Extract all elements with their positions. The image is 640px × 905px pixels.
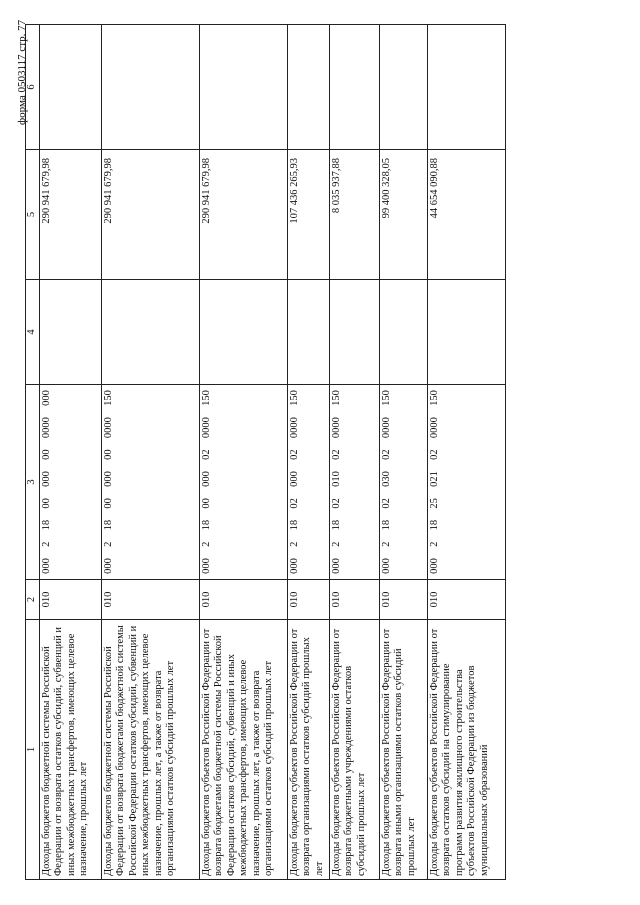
income-code: 000 2 18 00 000 00 0000 000 xyxy=(39,385,101,580)
column-header-4: 4 xyxy=(26,280,40,385)
amount: 290 941 679,98 xyxy=(39,150,101,280)
line-code: 010 xyxy=(101,580,199,620)
column-6-cell xyxy=(427,25,505,150)
column-4-cell xyxy=(287,280,329,385)
line-code: 010 xyxy=(379,580,427,620)
column-header-3: 3 xyxy=(26,385,40,580)
row-name: Доходы бюджетов субъектов Российской Федерации от возврата организациями остатков субсидий прошлых лет xyxy=(287,620,329,880)
amount: 290 941 679,98 xyxy=(199,150,287,280)
column-6-cell xyxy=(39,25,101,150)
line-code: 010 xyxy=(427,580,505,620)
income-code: 000 2 18 25 021 02 0000 150 xyxy=(427,385,505,580)
column-header-1: 1 xyxy=(26,620,40,880)
column-header-5: 5 xyxy=(26,150,40,280)
table-row xyxy=(39,25,101,880)
column-4-cell xyxy=(199,280,287,385)
income-code: 000 2 18 00 000 02 0000 150 xyxy=(199,385,287,580)
amount: 107 436 265,93 xyxy=(287,150,329,280)
line-code: 010 xyxy=(329,580,379,620)
income-code: 000 2 18 00 000 00 0000 150 xyxy=(101,385,199,580)
amount: 99 400 328,05 xyxy=(379,150,427,280)
header-row xyxy=(26,25,40,880)
row-name: Доходы бюджетов бюджетной системы Российской Федерации от возврата остатков субсидий, субвенций и иных межбюджетных трансфертов, имеющих целевое назначение, прошлых лет xyxy=(39,620,101,880)
line-code: 010 xyxy=(39,580,101,620)
amount: 290 941 679,98 xyxy=(101,150,199,280)
column-6-cell xyxy=(199,25,287,150)
column-4-cell xyxy=(329,280,379,385)
line-code: 010 xyxy=(287,580,329,620)
line-code: 010 xyxy=(199,580,287,620)
table-row xyxy=(199,25,287,880)
table-row xyxy=(427,25,505,880)
row-name: Доходы бюджетов субъектов Российской Федерации от возврата бюджетными учреждениями остатков субсидий прошлых лет xyxy=(329,620,379,880)
row-name: Доходы бюджетов субъектов Российской Федерации от возврата иными организациями остатков субсидий прошлых лет xyxy=(379,620,427,880)
column-header-6: 6 xyxy=(26,25,40,150)
table-row xyxy=(101,25,199,880)
column-4-cell xyxy=(101,280,199,385)
row-name: Доходы бюджетов бюджетной системы Российской Федерации от возврата бюджетами бюджетной системы Российской Федерации остатков субсидий, субвенций и иных межбюджетных трансфертов, имеющих целевое назначение, прошлых лет, а также от возврата организациями остатков субсидий прошлых лет xyxy=(101,620,199,880)
income-code: 000 2 18 02 030 02 0000 150 xyxy=(379,385,427,580)
form-page-label: форма 0503117 стр. 77 xyxy=(16,19,28,125)
table-row xyxy=(329,25,379,880)
table-row xyxy=(379,25,427,880)
column-4-cell xyxy=(39,280,101,385)
income-table xyxy=(25,24,506,880)
income-code: 000 2 18 02 000 02 0000 150 xyxy=(287,385,329,580)
row-name: Доходы бюджетов субъектов Российской Федерации от возврата остатков субсидий на стимулирование программ развития жилищного строительства субъектов Российской Федерации из бюджетов муниципальных образований xyxy=(427,620,505,880)
column-header-2: 2 xyxy=(26,580,40,620)
column-6-cell xyxy=(101,25,199,150)
column-4-cell xyxy=(427,280,505,385)
income-code: 000 2 18 02 010 02 0000 150 xyxy=(329,385,379,580)
amount: 44 654 090,88 xyxy=(427,150,505,280)
column-6-cell xyxy=(379,25,427,150)
column-6-cell xyxy=(287,25,329,150)
column-4-cell xyxy=(379,280,427,385)
column-6-cell xyxy=(329,25,379,150)
amount: 8 035 937,88 xyxy=(329,150,379,280)
table-row xyxy=(287,25,329,880)
row-name: Доходы бюджетов субъектов Российской Федерации от возврата бюджетами бюджетной системы Российской Федерации остатков субсидий, субвенций и иных межбюджетных трансфертов, имеющих целевое назначение, прошлых лет, а также от возврата организациями остатков субсидий прошлых лет xyxy=(199,620,287,880)
